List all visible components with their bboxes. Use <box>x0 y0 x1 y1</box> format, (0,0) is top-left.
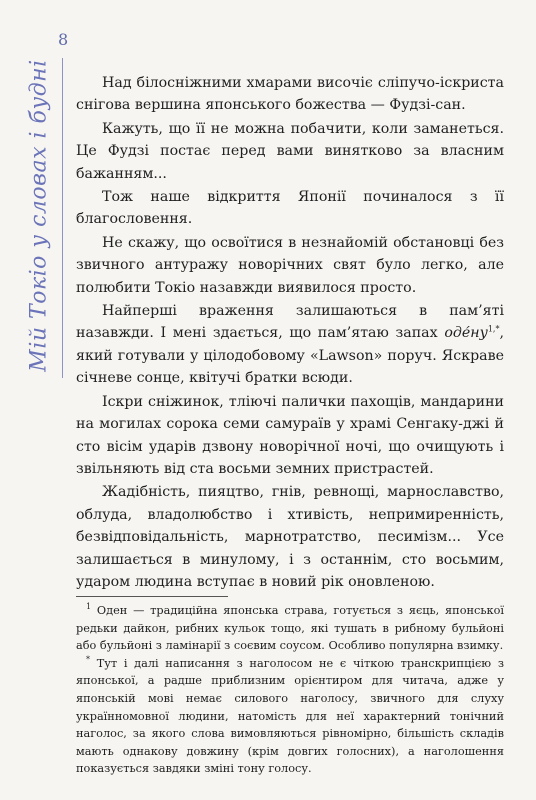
margin-rule <box>62 58 63 378</box>
footnote-mark: * <box>86 655 90 665</box>
page-number: 8 <box>58 30 69 49</box>
footnote-reference[interactable]: 1,* <box>487 324 500 334</box>
footnote <box>76 602 504 655</box>
paragraph: Над білосніжними хмарами височіє сліпучо-іскриста снігова вершина японського божества — Фудзі-сан. <box>76 75 504 114</box>
term-oden: оде́ну <box>444 325 488 342</box>
footnote-divider <box>76 596 228 597</box>
side-title <box>22 60 56 370</box>
paragraph: Кажуть, що її не можна побачити, коли заманеться. Це Фудзі постає перед вами винятково за власним бажанням... <box>76 120 504 182</box>
paragraph: Тож наше відкриття Японії починалося з її благословення. <box>76 189 504 228</box>
footnote-mark: 1 <box>86 602 92 612</box>
main-text <box>76 72 504 593</box>
paragraph: Іскри сніжинок, тліючі палички пахощів, мандарини на могилах сорока семи самураїв у храмі Сенгаку-джі й сто вісім ударів дзвону новорічної ночі, що очищують і звільняють від ста восьми земних пристрастей. <box>76 393 504 477</box>
footnotes <box>76 602 504 778</box>
footnote <box>76 655 504 778</box>
paragraph: Жадібність, пияцтво, гнів, ревнощі, марнославство, облуда, владолюбство і хтивість, непримиренність, безвідповідальність, марнотратство, песимізм... Усе залишається в минулому, і з останнім, сто восьмим, ударом людина вступає в новий рік оновленою. <box>76 484 504 590</box>
paragraph <box>76 300 504 390</box>
side-title-text: Мій Токіо у словах і будні <box>26 58 52 372</box>
paragraph-text: Найперші враження залишаються в пам’яті назавжди. І мені здається, що пам’ятаю запах <box>76 303 504 342</box>
footnote-text: Оден — традиційна японська страва, готується з яєць, японської редьки дайкон, рибних кульок тощо, які тушать в рибному бульйоні або бульйоні з ламінарії з соєвим соусом. Особливо популярна взимку. <box>76 604 504 653</box>
footnote-text: Тут і далі написання з наголосом не є чіткою транскрипцією з японської, а радше приблизним орієнтиром для читача, адже у японській мові немає силового наголосу, звичного для слуху українномовної людини, натомість для неї характерний тонічний наголос, за якого слова вимовляються рівномірно, більшість складів мають однакову довжину (крім довгих голосних), а наголошення показується завдяки зміні тону голосу. <box>76 656 504 776</box>
paragraph-text: , який готували у цілодобовому «Lawson» поруч. Яскраве січневе сонце, квітучі братки всюди. <box>76 325 504 387</box>
paragraph: Не скажу, що освоїтися в незнайомій обстановці без звичного антуражу новорічних свят було легко, але полюбити Токіо назавжди виявилося просто. <box>76 234 504 296</box>
